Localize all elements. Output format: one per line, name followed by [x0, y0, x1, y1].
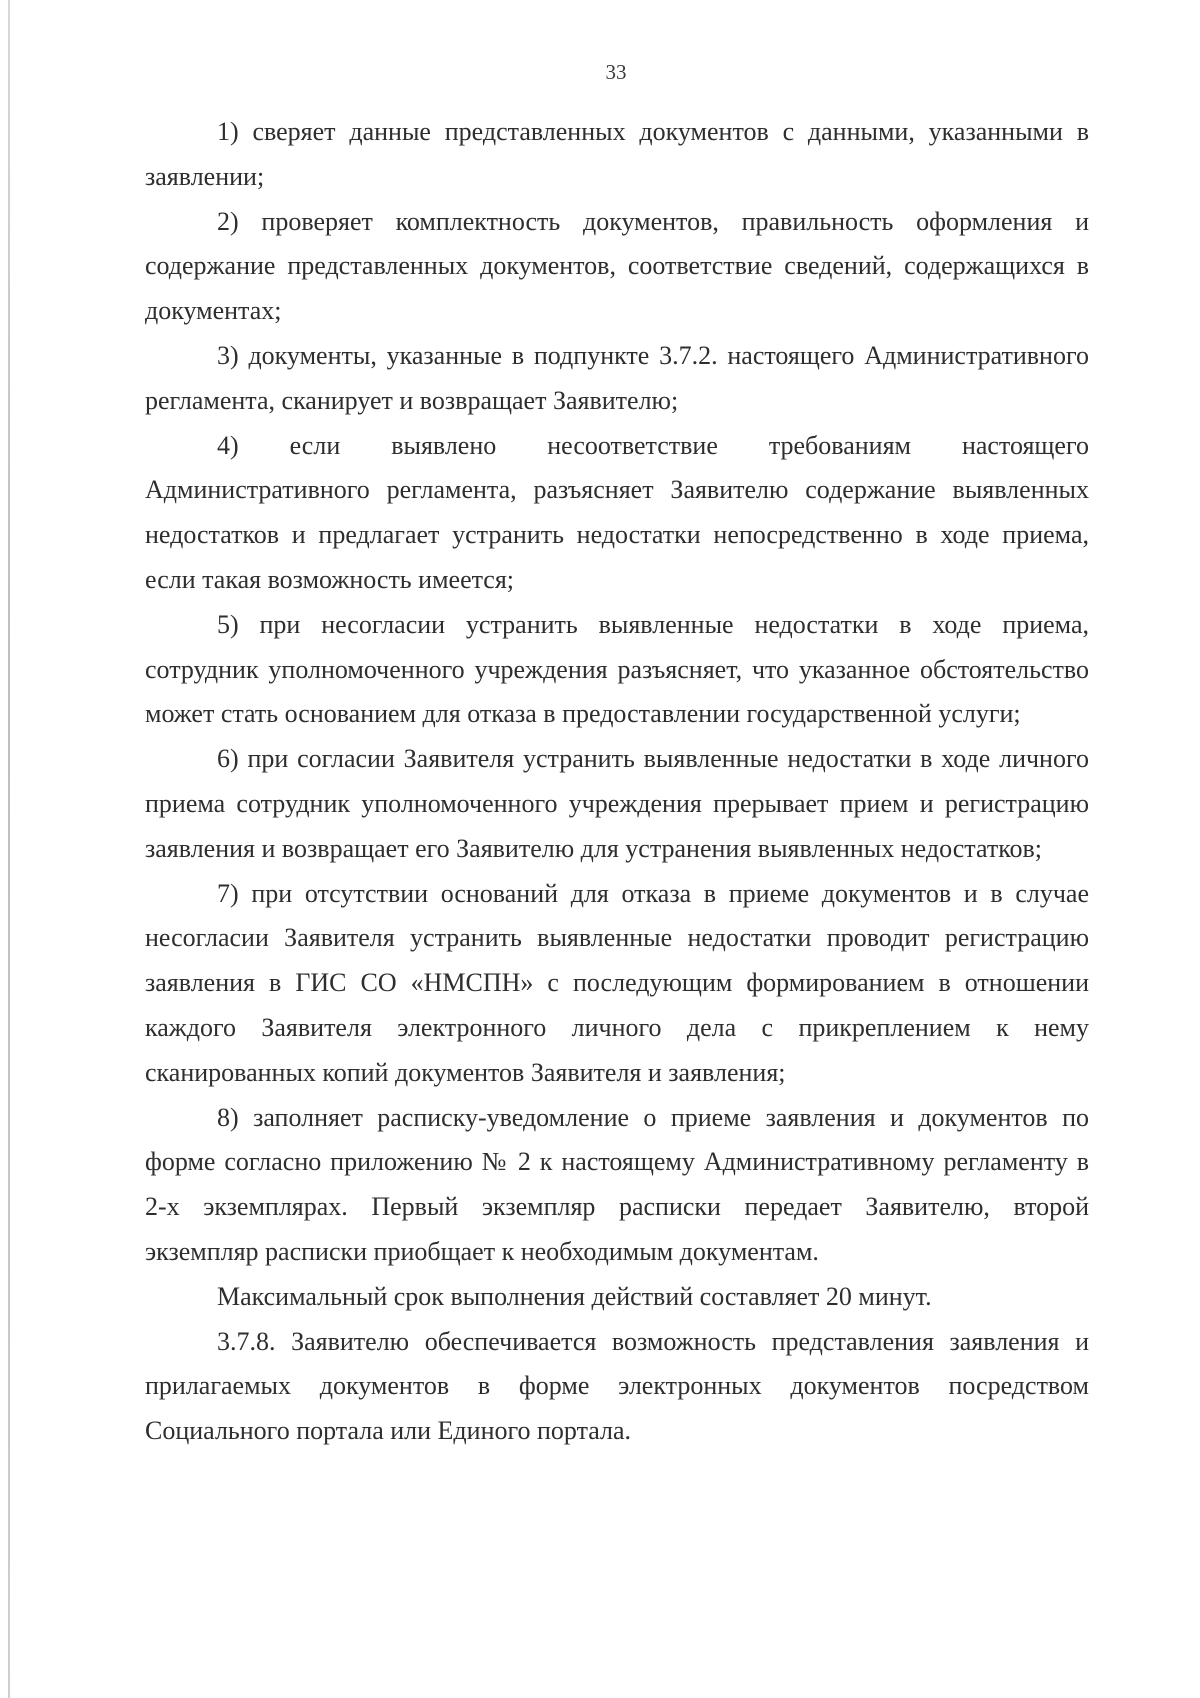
paragraph-item-1: 1) сверяет данные представленных документов с данными, указанными в заявлении; — [145, 117, 1089, 191]
paragraph-item-4: 4) если выявлено несоответствие требованиям настоящего Административного регламента, разъясняет Заявителю содержание выявленных недостатков и предлагает устранить недостатки непосредственно в ходе приема, если такая возможность имеется; — [145, 430, 1089, 594]
paragraph-item-2: 2) проверяет комплектность документов, правильность оформления и содержание представленных документов, соответствие сведений, содержащихся в документах; — [145, 206, 1089, 326]
paragraph-item-5: 5) при несогласии устранить выявленные недостатки в ходе приема, сотрудник уполномоченного учреждения разъясняет, что указанное обстоятельство может стать основанием для отказа в предоставлении государственной услуги; — [145, 609, 1089, 729]
paragraph-item-6: 6) при согласии Заявителя устранить выявленные недостатки в ходе личного приема сотрудник уполномоченного учреждения прерывает прием и регистрацию заявления и возвращает его Заявителю для устранения выявленных недостатков; — [145, 744, 1089, 863]
paragraph-item-3: 3) документы, указанные в подпункте 3.7.2. настоящего Административного регламента, сканирует и возвращает Заявителю; — [145, 340, 1089, 415]
page-number: 33 — [605, 60, 627, 84]
document-body — [145, 110, 1089, 1454]
scan-edge-line — [8, 0, 10, 1698]
paragraph-item-7: 7) при отсутствии оснований для отказа в приеме документов и в случае несогласии Заявителя устранить выявленные недостатки проводит регистрацию заявления в ГИС СО «НМСПН» с последующим формированием в отношении каждого Заявителя электронного личного дела с прикреплением к нему сканированных копий документов Заявителя и заявления; — [145, 878, 1089, 1087]
paragraph-max-time: Максимальный срок выполнения действий составляет 20 минут. — [217, 1281, 932, 1311]
paragraph-3-7-8: 3.7.8. Заявителю обеспечивается возможность представления заявления и прилагаемых документов в форме электронных документов посредством Социального портала или Единого портала. — [145, 1326, 1089, 1446]
paragraph-item-8: 8) заполняет расписку-уведомление о приеме заявления и документов по форме согласно приложению № 2 к настоящему Административному регламенту в 2-х экземплярах. Первый экземпляр расписки передает Заявителю, второй экземпляр расписки приобщает к необходимым документам. — [145, 1102, 1089, 1266]
